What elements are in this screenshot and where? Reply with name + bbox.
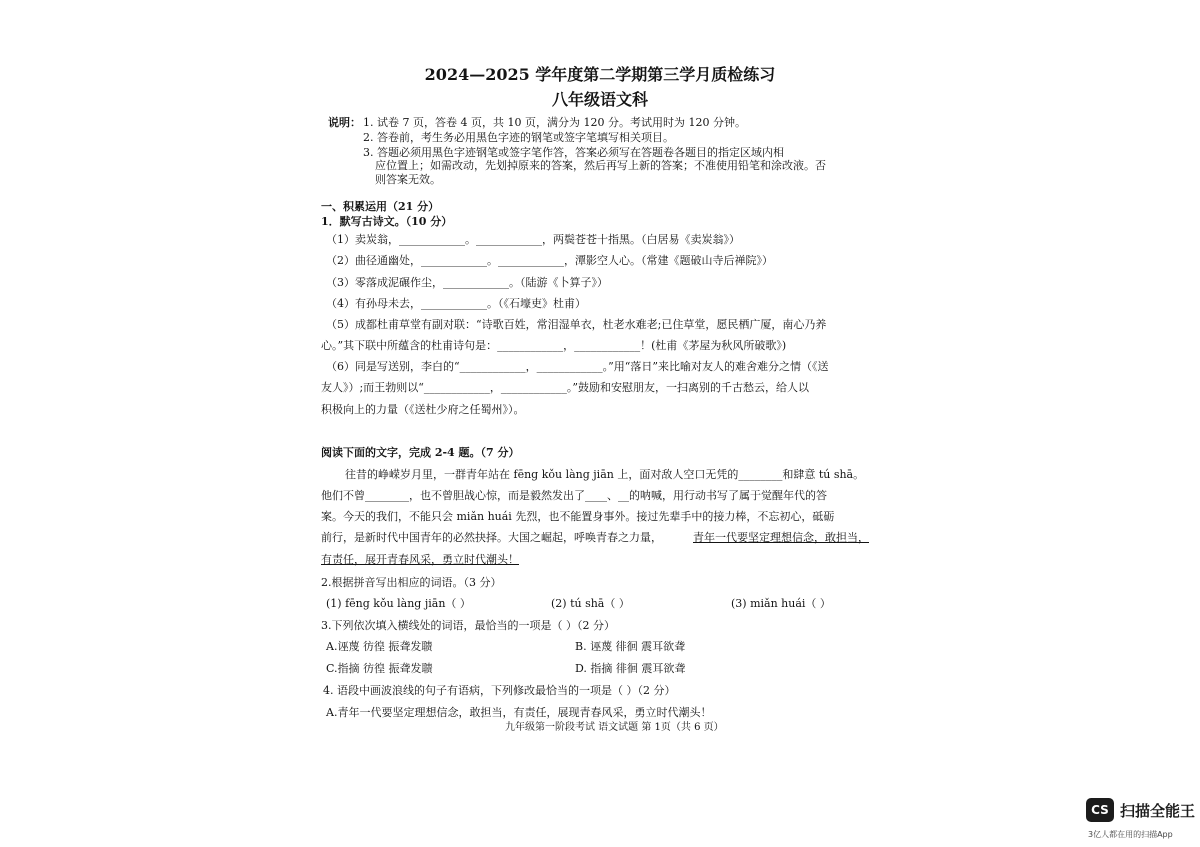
exam-title: 2024—2025 学年度第二学期第三学月质检练习 (424, 65, 776, 84)
instruction-3-cont-b: 则答案无效。 (375, 173, 441, 186)
q3-option-d: D. 指摘 徘徊 震耳欲聋 (575, 662, 686, 675)
question-4: 4. 语段中画波浪线的句子有语病，下列修改最恰当的一项是（ ）（2 分） (323, 684, 676, 697)
q3-option-a: A.诬蔑 彷徨 振聋发聩 (326, 640, 433, 653)
q2-option-3: (3) miǎn huái（ ） (731, 597, 831, 610)
q1-line-6-cont: 友人》）;而王勃则以“____________，____________。”鼓励和安慰朋友，一扫离别的千古愁云，给人以 (321, 381, 809, 394)
q3-option-b: B. 诬蔑 徘徊 震耳欲聋 (575, 640, 686, 653)
wavy-sentence-part-1: 青年一代要坚定理想信念，敢担当， (693, 531, 869, 544)
reading-para-4: 前行，是新时代中国青年的必然抉择。大国之崛起，呼唤青春之力量， (321, 531, 662, 544)
reading-para-1: 往昔的峥嵘岁月里，一群青年站在 fēng kǒu làng jiān 上，面对敌人空口无凭的________和肆意 tú shā。 (345, 468, 865, 481)
reading-heading: 阅读下面的文字，完成 2-4 题。（7 分） (321, 446, 520, 459)
instructions-label: 说明： (328, 116, 361, 129)
question-1: 1．默写古诗文。（10 分） (321, 215, 453, 228)
q4-option-a: A.青年一代要坚定理想信念，敢担当，有责任，展现青春风采，勇立时代潮头！ (326, 706, 712, 719)
q1-line-5-cont: 心。”其下联中所蕴含的杜甫诗句是：____________，____________！(杜甫《茅屋为秋风所破歌》) (321, 339, 787, 352)
q1-line-6-end: 积极向上的力量（《送杜少府之任蜀州》）。 (321, 403, 525, 416)
q1-line-3: （3）零落成泥碾作尘，____________。（陆游《卜算子》） (326, 276, 608, 289)
q2-option-1: (1) fēng kǒu làng jiān（ ） (326, 597, 471, 610)
watermark-brand: 扫描全能王 (1120, 802, 1196, 820)
q3-option-c: C.指摘 彷徨 振聋发聩 (326, 662, 433, 675)
question-3: 3.下列依次填入横线处的词语，最恰当的一项是（ ）（2 分） (321, 619, 615, 632)
section-heading: 一、积累运用（21 分） (321, 200, 440, 213)
q1-line-5: （5）成都杜甫草堂有副对联：“诗歌百姓，常泪湿单衣，杜老水难老;已住草堂，愿民栖广厦，南心乃养 (326, 318, 827, 331)
reading-para-2: 他们不曾________，也不曾胆战心惊，而是毅然发出了____、__的呐喊，用行动书写了属于觉醒年代的答 (321, 489, 827, 502)
instruction-3: 3. 答题必须用黑色字迹钢笔或签字笔作答，答案必须写在答题卷各题目的指定区域内相 (363, 146, 784, 159)
exam-subject: 八年级语文科 (551, 90, 648, 109)
page-footer: 九年级第一阶段考试 语文试题 第 1页（共 6 页） (505, 722, 724, 733)
instruction-2: 2. 答卷前，考生务必用黑色字迹的钢笔或签字笔填写相关项目。 (363, 131, 674, 144)
q2-option-2: (2) tú shā（ ） (551, 597, 630, 610)
q1-line-2: （2）曲径通幽处，____________。____________，潭影空人心。（常建《题破山寺后禅院》） (326, 254, 773, 267)
wavy-sentence-part-2: 有责任，展开青春风采，勇立时代潮头！ (321, 553, 519, 566)
watermark-tagline: 3亿人都在用的扫描App (1088, 830, 1173, 839)
camscanner-logo-icon: CS (1086, 798, 1114, 822)
question-2: 2.根据拼音写出相应的词语。（3 分） (321, 576, 502, 589)
q1-line-6: （6）同是写送别，李白的“____________，____________。”用“落日”来比喻对友人的难舍难分之情（《送 (326, 360, 829, 373)
instruction-1: 1. 试卷 7 页，答卷 4 页，共 10 页，满分为 120 分。考试用时为 120 分钟。 (363, 116, 746, 129)
instruction-3-cont-a: 应位置上；如需改动，先划掉原来的答案，然后再写上新的答案；不准使用铅笔和涂改液。否 (375, 159, 826, 172)
q1-line-4: （4）有孙母未去，____________。（《石壕吏》杜甫） (326, 297, 586, 310)
q1-line-1: （1）卖炭翁，____________。____________，两鬓苍苍十指黑。（白居易《卖炭翁》） (326, 233, 740, 246)
reading-para-3: 案。今天的我们，不能只会 miǎn huái 先烈，也不能置身事外。接过先辈手中的接力棒，不忘初心，砥砺 (321, 510, 835, 523)
